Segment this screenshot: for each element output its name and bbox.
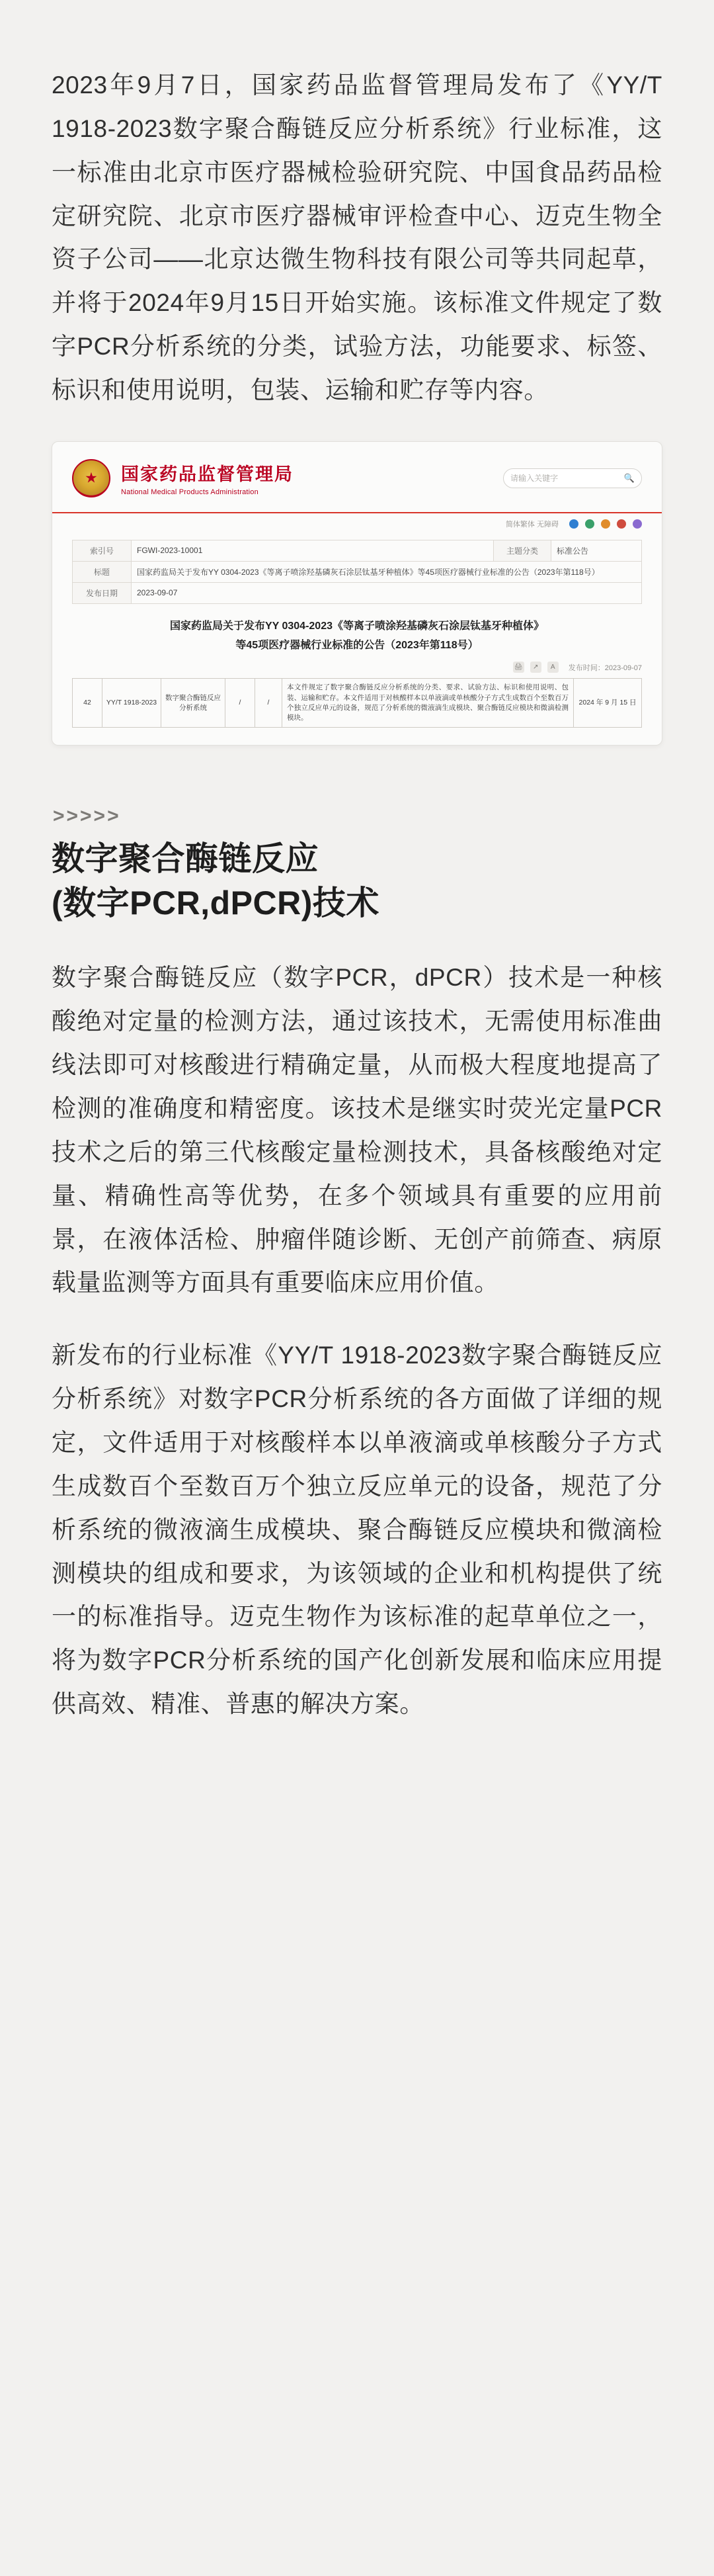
document-heading-line2: 等45项医疗器械行业标准的公告（2023年第118号）: [235, 639, 479, 651]
site-search-box[interactable]: [503, 468, 642, 488]
document-meta-table: [72, 540, 642, 604]
meta-label-category: 主题分类: [494, 540, 551, 561]
nav-dot-icon-2[interactable]: [585, 519, 594, 529]
share-icon[interactable]: ↗: [530, 662, 541, 673]
font-size-icon[interactable]: A: [547, 662, 559, 673]
standard-number: 42: [73, 679, 102, 728]
document-header: [52, 442, 662, 513]
document-subnav[interactable]: [52, 513, 662, 533]
document-heading-line1: 国家药监局关于发布YY 0304-2023《等离子喷涂羟基磷灰石涂层钛基牙种植体》: [169, 620, 545, 632]
document-publish-date: 发布时间：2023-09-07: [568, 664, 642, 672]
section-paragraph-2: 新发布的行业标准《YY/T 1918-2023数字聚合酶链反应分析系统》对数字PCR分析系统的各方面做了详细的规定，文件适用于对核酸样本以单液滴或单核酸分子方式生成数百个至数百万个独立反应单元的设备，规范了分析系统的微液滴生成模块、聚合酶链反应模块和微滴检测模块的组成和要求，为该领域的企业和机构提供了统一的标准指导。迈克生物作为该标准的起草单位之一，将为数字PCR分析系统的国产化创新发展和临床应用提供高效、精准、普惠的解决方案。: [52, 1342, 662, 1718]
table-row: [73, 540, 642, 561]
meta-label-title: 标题: [73, 561, 132, 582]
official-document-card[interactable]: [52, 441, 662, 746]
nav-dot-icon-3[interactable]: [601, 519, 610, 529]
standard-scope: 本文件规定了数字聚合酶链反应分析系统的分类、要求、试验方法、标识和使用说明、包装、运输和贮存。本文件适用于对核酸样本以单液滴或单核酸分子方式生成数百个至数百万个独立反应单元的设备，规范了分析系统的微液滴生成模块、聚合酶链反应模块和微滴检测模块。: [282, 679, 574, 728]
table-row: [73, 582, 642, 603]
document-toolbar[interactable]: [72, 660, 642, 678]
standard-replaced: /: [255, 679, 282, 728]
org-name-en: National Medical Products Administration: [121, 488, 258, 497]
org-name-cn: 国家药品监督管理局: [121, 464, 294, 485]
meta-value-date: 2023-09-07: [132, 582, 642, 603]
nav-dot-icon-5[interactable]: [633, 519, 642, 529]
meta-value-title: 国家药监局关于发布YY 0304-2023《等离子喷涂羟基磷灰石涂层钛基牙种植体》等45项医疗器械行业标准的公告（2023年第118号）: [132, 561, 642, 582]
meta-value-index: FGWI-2023-10001: [132, 540, 494, 561]
intro-paragraph: 2023年9月7日，国家药品监督管理局发布了《YY/T 1918-2023数字聚合酶链反应分析系统》行业标准，这一标准由北京市医疗器械检验研究院、中国食品药品检定研究院、北京市医疗器械审评检查中心、迈克生物全资子公司——北京达微生物科技有限公司等共同起草，并将于2024年9月15日开始实施。该标准文件规定了数字PCR分析系统的分类，试验方法，功能要求、标签、标识和使用说明，包装、运输和贮存等内容。: [52, 71, 662, 404]
table-row: [73, 561, 642, 582]
standard-effective-date: 2024 年 9 月 15 日: [574, 679, 642, 728]
meta-value-category: 标准公告: [551, 540, 642, 561]
page-title: [52, 837, 662, 925]
section-title-line2: (数字PCR,dPCR)技术: [52, 884, 379, 922]
nav-dot-icon-1[interactable]: [569, 519, 578, 529]
org-titles: [121, 460, 294, 496]
standard-name: 数字聚合酶链反应分析系统: [161, 679, 225, 728]
nav-dot-icon-4[interactable]: [617, 519, 626, 529]
national-emblem-icon: [72, 459, 110, 497]
section-paragraph-1: 数字聚合酶链反应（数字PCR，dPCR）技术是一种核酸绝对定量的检测方法，通过该技术，无需使用标准曲线法即可对核酸进行精确定量，从而极大程度地提高了检测的准确度和精密度。该技术是继实时荧光定量PCR技术之后的第三代核酸定量检测技术，具备核酸绝对定量、精确性高等优势，在多个领域具有重要的应用前景，在液体活检、肿瘤伴随诊断、无创产前筛查、病原载量监测等方面具有重要临床应用价值。: [52, 964, 662, 1297]
print-icon[interactable]: 🖨: [513, 662, 524, 673]
standards-table: [72, 678, 642, 728]
meta-label-date: 发布日期: [73, 582, 132, 603]
search-input[interactable]: 请输入关键字: [510, 474, 559, 484]
document-body: [52, 533, 662, 728]
standard-substitute: /: [225, 679, 255, 728]
section-chevrons-icon: >>>>>: [53, 805, 121, 828]
search-icon[interactable]: 🔍: [623, 472, 635, 483]
standard-code: YY/T 1918-2023: [102, 679, 161, 728]
table-row: [73, 679, 642, 728]
accessibility-links[interactable]: 简体繁体 无障碍: [505, 520, 559, 529]
meta-label-index: 索引号: [73, 540, 132, 561]
section-title-line1: 数字聚合酶链反应: [52, 840, 319, 878]
